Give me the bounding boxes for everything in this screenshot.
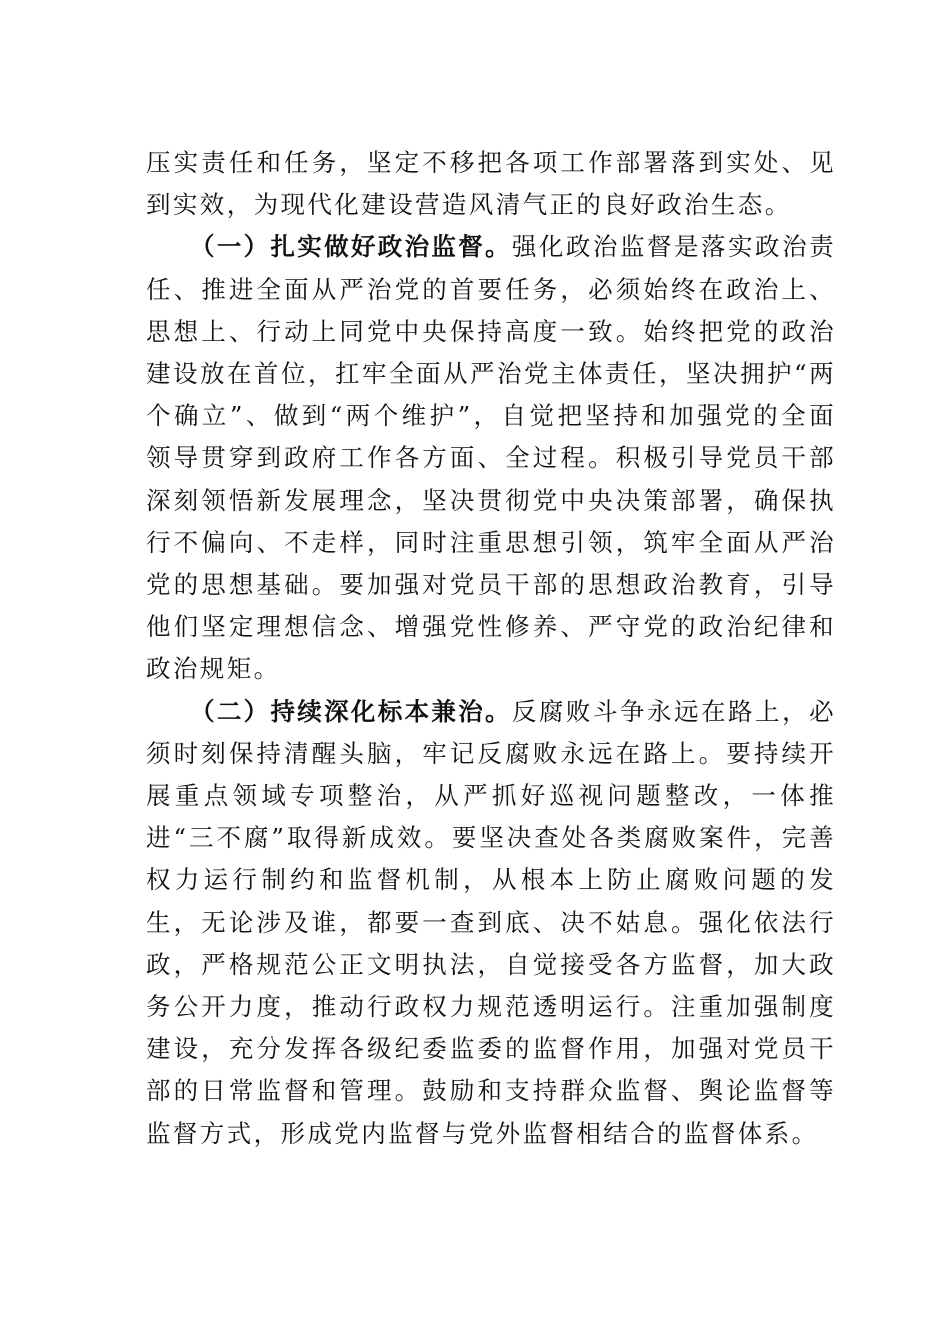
- section-heading: （二）持续深化标本兼治。: [190, 696, 512, 726]
- document-body: [146, 142, 836, 1155]
- paragraph-text: 强化政治监督是落实政治责任、推进全面从严治党的首要任务，必须始终在政治上、思想上、行动上同党中央保持高度一致。始终把党的政治建设放在首位，扛牢全面从严治党主体责任，坚决拥护“两个确立”、做到“两个维护”，自觉把坚持和加强党的全面领导贯穿到政府工作各方面、全过程。积极引导党员干部深刻领悟新发展理念，坚决贯彻党中央决策部署，确保执行不偏向、不走样，同时注重思想引领，筑牢全面从严治党的思想基础。要加强对党员干部的思想政治教育，引导他们坚定理想信念、增强党性修养、严守党的政治纪律和政治规矩。: [146, 232, 836, 684]
- paragraph-continuation: [146, 142, 836, 226]
- paragraph-text: 反腐败斗争永远在路上，必须时刻保持清醒头脑，牢记反腐败永远在路上。要持续开展重点领域专项整治，从严抓好巡视问题整改，一体推进“三不腐”取得新成效。要坚决查处各类腐败案件，完善权力运行制约和监督机制，从根本上防止腐败问题的发生，无论涉及谁，都要一查到底、决不姑息。强化依法行政，严格规范公正文明执法，自觉接受各方监督，加大政务公开力度，推动行政权力规范透明运行。注重加强制度建设，充分发挥各级纪委监委的监督作用，加强对党员干部的日常监督和管理。鼓励和支持群众监督、舆论监督等监督方式，形成党内监督与党外监督相结合的监督体系。: [146, 696, 836, 1148]
- section-heading: （一）扎实做好政治监督。: [190, 232, 512, 262]
- paragraph-political-supervision: [146, 226, 836, 690]
- paragraph-text: 压实责任和任务，坚定不移把各项工作部署落到实处、见到实效，为现代化建设营造风清气正的良好政治生态。: [146, 148, 836, 220]
- paragraph-root-and-branch: [146, 691, 836, 1155]
